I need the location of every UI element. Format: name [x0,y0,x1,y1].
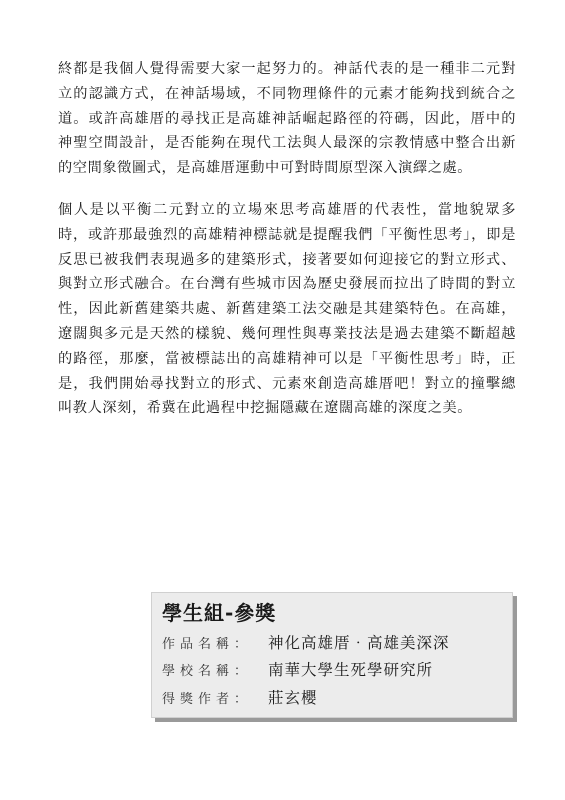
work-name-row [162,631,450,653]
work-name-value: 神化高雄厝‧高雄美深深 [268,634,450,652]
school-name-row [162,658,433,680]
work-name-label: 作品名稱： [162,637,253,652]
award-title: 學生組-參獎 [162,601,277,625]
author-row [162,686,318,708]
body-paragraph-2: 個人是以平衡二元對立的立場來思考高雄厝的代表性，當地貌眾多時，或許那最強烈的高雄精神標誌就是提醒我們「平衡性思考」，即是反思已被我們表現過多的建築形式，接著要如何迎接它的對立形式、與對立形式融合。在台灣有些城市因為歷史發展而拉出了時間的對立性，因此新舊建築共處、新舊建築工法交融是其建築特色。在高雄，遼闊與多元是天然的樣貌、幾何理性與專業技法是過去建築不斷超越的路徑，那麼，當被標誌出的高雄精神可以是「平衡性思考」時，正是，我們開始尋找對立的形式、元素來創造高雄厝吧！對立的撞擊總叫教人深刻，希冀在此過程中挖掘隱藏在遼闊高雄的深度之美。 [58,202,516,417]
author-value: 莊玄櫻 [268,689,318,707]
school-name-label: 學校名稱： [162,664,253,679]
body-paragraph-1: 終都是我個人覺得需要大家一起努力的。神話代表的是一種非二元對立的認識方式，在神話場域，不同物理條件的元素才能夠找到統合之道。或許高雄厝的尋找正是高雄神話崛起路徑的符碼，因此，厝中的神聖空間設計，是否能夠在現代工法與人最深的宗教情感中整合出新的空間象徵圖式，是高雄厝運動中可對時間原型深入演繹之處。 [58,61,516,177]
school-name-value: 南華大學生死學研究所 [268,661,434,679]
author-label: 得獎作者： [162,692,253,707]
award-info-box [151,592,513,718]
